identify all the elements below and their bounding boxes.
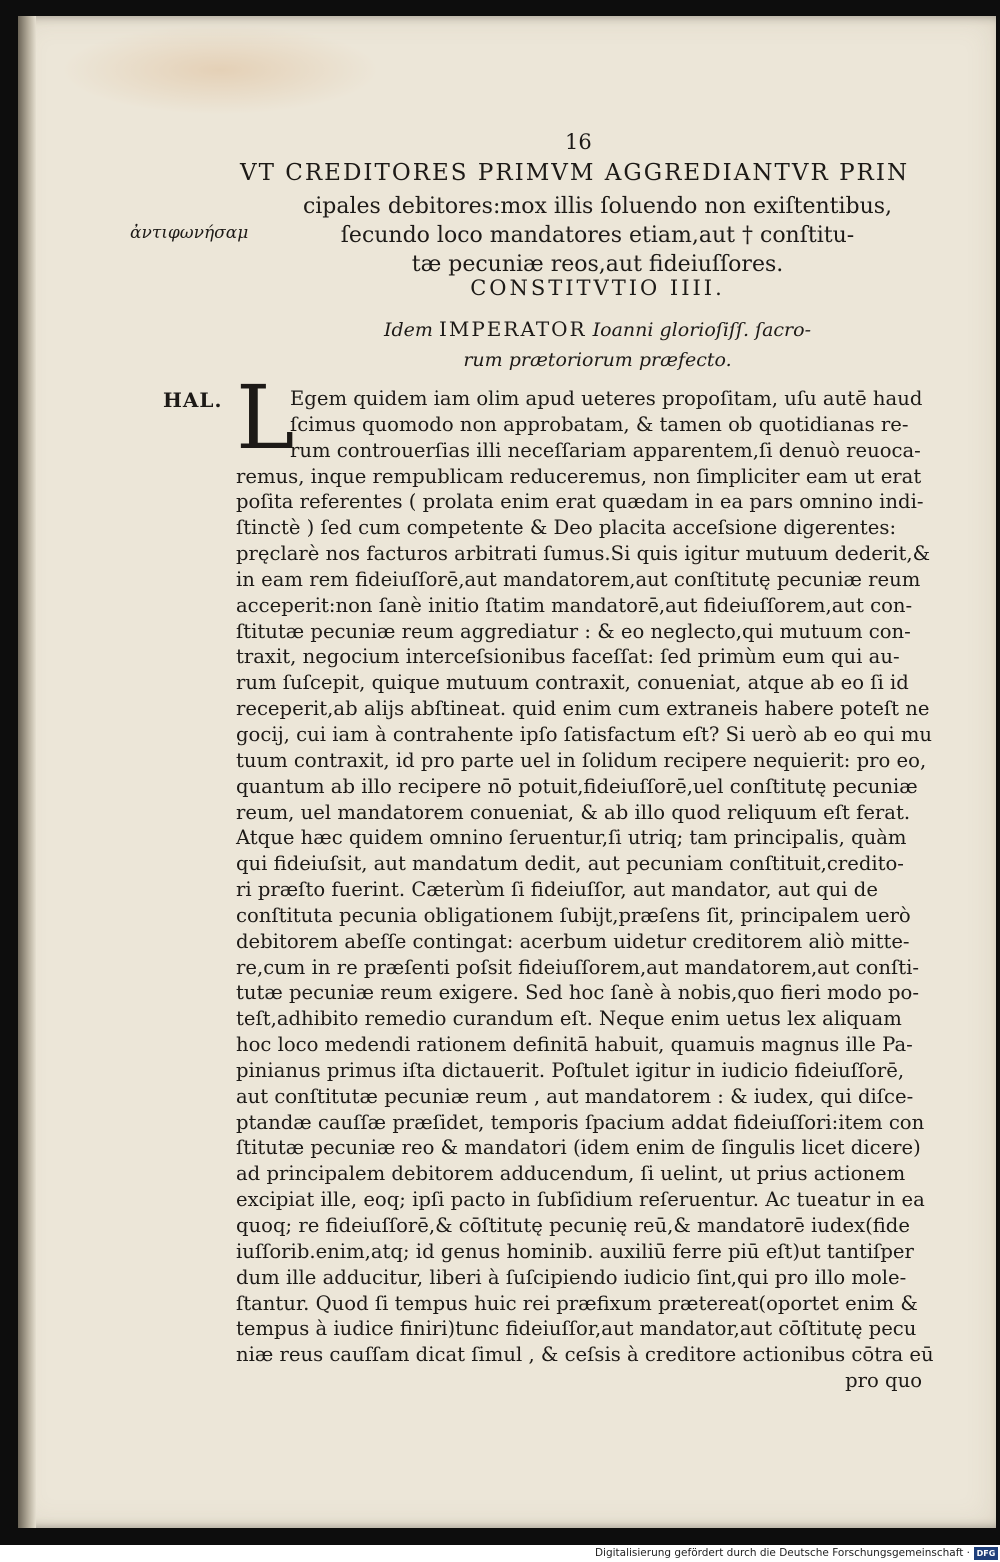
body-line: in eam rem fideiuſſorē,aut mandatorem,aut conſtitutę pecuniæ reum bbox=[236, 567, 921, 591]
address-imperator: IMPERATOR bbox=[438, 317, 587, 341]
body-line: qui fideiuſsit, aut mandatum dedit, aut pecuniam conſtituit,credito- bbox=[236, 852, 904, 876]
address-idem: Idem bbox=[383, 319, 433, 341]
section-heading: VT CREDITORES PRIMVM AGGREDIANTVR PRIN bbox=[240, 160, 910, 186]
body-text bbox=[236, 386, 942, 1394]
body-line: teſt,adhibito remedio curandum eſt. Neque enim uetus lex aliquam bbox=[236, 1007, 902, 1031]
body-line: ſtantur. Quod ſi tempus huic rei præfixum prætereat(oportet enim & bbox=[236, 1291, 918, 1315]
body-line: conſtituta pecunia obligationem ſubijt,præſens ſit, principalem uerò bbox=[236, 903, 911, 927]
digitization-footer bbox=[0, 1545, 1000, 1562]
body-line: reum, uel mandatorem conueniat, & ab illo quod reliquum eſt ferat. bbox=[236, 800, 911, 824]
body-line: rum controuerſias illi neceſſariam apparentem,ſi denuò reuoca- bbox=[290, 438, 921, 462]
drop-cap-initial: L bbox=[236, 366, 295, 469]
body-line: remus, inque rempublicam reduceremus, non ſimpliciter eam ut erat bbox=[236, 464, 922, 488]
body-line: debitorem abeſſe contingat: acerbum uidetur creditorem aliò mitte- bbox=[236, 929, 910, 953]
address-line-2: rum prætoriorum præfecto. bbox=[463, 349, 732, 371]
heading-line: cipales debitores:mox illis ſoluendo non exiſtentibus, bbox=[302, 194, 893, 219]
body-line: niæ reus cauſſam dicat ſimul , & ceſsis à creditore actionibus cōtra eū bbox=[236, 1343, 934, 1367]
address-recipient: Ioanni glorioſiſſ. ſacro- bbox=[592, 319, 811, 341]
body-line: quantum ab illo recipere nō potuit,fideiuſſorē,uel conſtitutę pecuniæ bbox=[236, 774, 918, 798]
dfg-logo: DFG bbox=[974, 1547, 998, 1560]
body-line: pinianus primus iſta dictauerit. Poſtulet igitur in iudicio fideiuſſorē, bbox=[236, 1058, 905, 1082]
body-line: excipiat ille, eoq; ipſi pacto in ſubſidium reſeruentur. Ac tueatur in ea bbox=[236, 1188, 925, 1212]
body-line: gocij, cui iam à contrahente ipſo ſatisfactum eſt? Si uerò ab eo qui mu bbox=[236, 722, 933, 746]
address-line bbox=[240, 314, 955, 375]
margin-note-greek: ἀντιφωνήσαμ bbox=[130, 223, 249, 243]
body-line: ſcimus quomodo non approbatam, & tamen ob quotidianas re- bbox=[290, 412, 909, 436]
body-line: traxit, negocium interceſsionibus faceſſat: ſed primùm eum qui au- bbox=[236, 645, 900, 669]
section-heading-continuation bbox=[240, 192, 955, 279]
body-line: iuſſorib.enim,atq; id genus hominib. auxiliū ferre piū eſt)ut tantiſper bbox=[236, 1239, 914, 1263]
body-line: hoc loco medendi rationem definitā habuit, quamuis magnus ille Pa- bbox=[236, 1033, 913, 1057]
body-line: tempus à iudice finiri)tunc fideiuſſor,aut mandator,aut cōſtitutę pecu bbox=[236, 1317, 917, 1341]
body-line: aut conſtitutæ pecuniæ reum , aut mandatorem : & iudex, qui diſce- bbox=[236, 1084, 914, 1108]
body-line: pręclarè nos facturos arbitrati ſumus.Si quis igitur mutuum dederit,& bbox=[236, 542, 931, 566]
catchword: pro quo bbox=[845, 1369, 922, 1393]
body-line: acceperit:non ſanè initio ſtatim mandatorē,aut fideiuſſorem,aut con- bbox=[236, 593, 913, 617]
body-line: re,cum in re præſenti poſsit fideiuſſorem,aut mandatorem,aut conſti- bbox=[236, 955, 919, 979]
constitution-title: CONSTITVTIO IIII. bbox=[470, 276, 725, 300]
body-line: poſita referentes ( prolata enim erat quædam in ea pars omnino indi- bbox=[236, 490, 924, 514]
body-line: receperit,ab alijs abſtineat. quid enim cum extraneis habere poteſt ne bbox=[236, 697, 930, 721]
body-line: ſtinctè ) ſed cum competente & Deo placita acceſsione digerentes: bbox=[236, 516, 897, 540]
body-line: Egem quidem iam olim apud ueteres propoſitam, uſu autē haud bbox=[290, 387, 923, 410]
body-line: Atque hæc quidem omnino ſeruentur,ſi utriq; tam principalis, quàm bbox=[236, 826, 907, 850]
body-line: ſtitutæ pecuniæ reum aggrediatur : & eo neglecto,qui mutuum con- bbox=[236, 619, 911, 643]
heading-line: ſecundo loco mandatores etiam,aut † conſtitu- bbox=[340, 223, 855, 248]
body-line: ptandæ cauſſæ præſidet, temporis ſpacium addat fideiuſſori:item con bbox=[236, 1110, 925, 1134]
body-line: rum ſuſcepit, quique mutuum contraxit, conueniat, atque ab eo ſi id bbox=[236, 671, 909, 695]
margin-note-hal: HAL. bbox=[163, 388, 223, 412]
body-line: tutæ pecuniæ reum exigere. Sed hoc ſanè à nobis,quo fieri modo po- bbox=[236, 981, 919, 1005]
body-line: quoq; re fideiuſſorē,& cōſtitutę pecunię reū,& mandatorē iudex(fide bbox=[236, 1214, 910, 1237]
heading-line: tæ pecuniæ reos,aut fideiuſſores. bbox=[411, 252, 784, 277]
body-line: ſtitutæ pecuniæ reo & mandatori (idem enim de ſingulis licet dicere) bbox=[236, 1136, 921, 1160]
page-gutter bbox=[18, 16, 36, 1528]
paper-stain bbox=[60, 25, 380, 115]
body-line: ri præſto fuerint. Cæterùm ſi fideiuſſor, aut mandator, aut qui de bbox=[236, 878, 878, 902]
address-line-1 bbox=[240, 314, 955, 345]
body-line: tuum contraxit, id pro parte uel in ſolidum recipere nequierit: pro eo, bbox=[236, 748, 927, 772]
page-number: 16 bbox=[565, 130, 592, 154]
body-line: ad principalem debitorem adducendum, ſi uelint, ut prius actionem bbox=[236, 1162, 906, 1186]
footer-credit: Digitalisierung gefördert durch die Deutsche Forschungsgemeinschaft · bbox=[594, 1547, 970, 1559]
body-line: dum ille adducitur, liberi à ſuſcipiendo iudicio ſint,qui pro illo mole- bbox=[236, 1265, 907, 1289]
